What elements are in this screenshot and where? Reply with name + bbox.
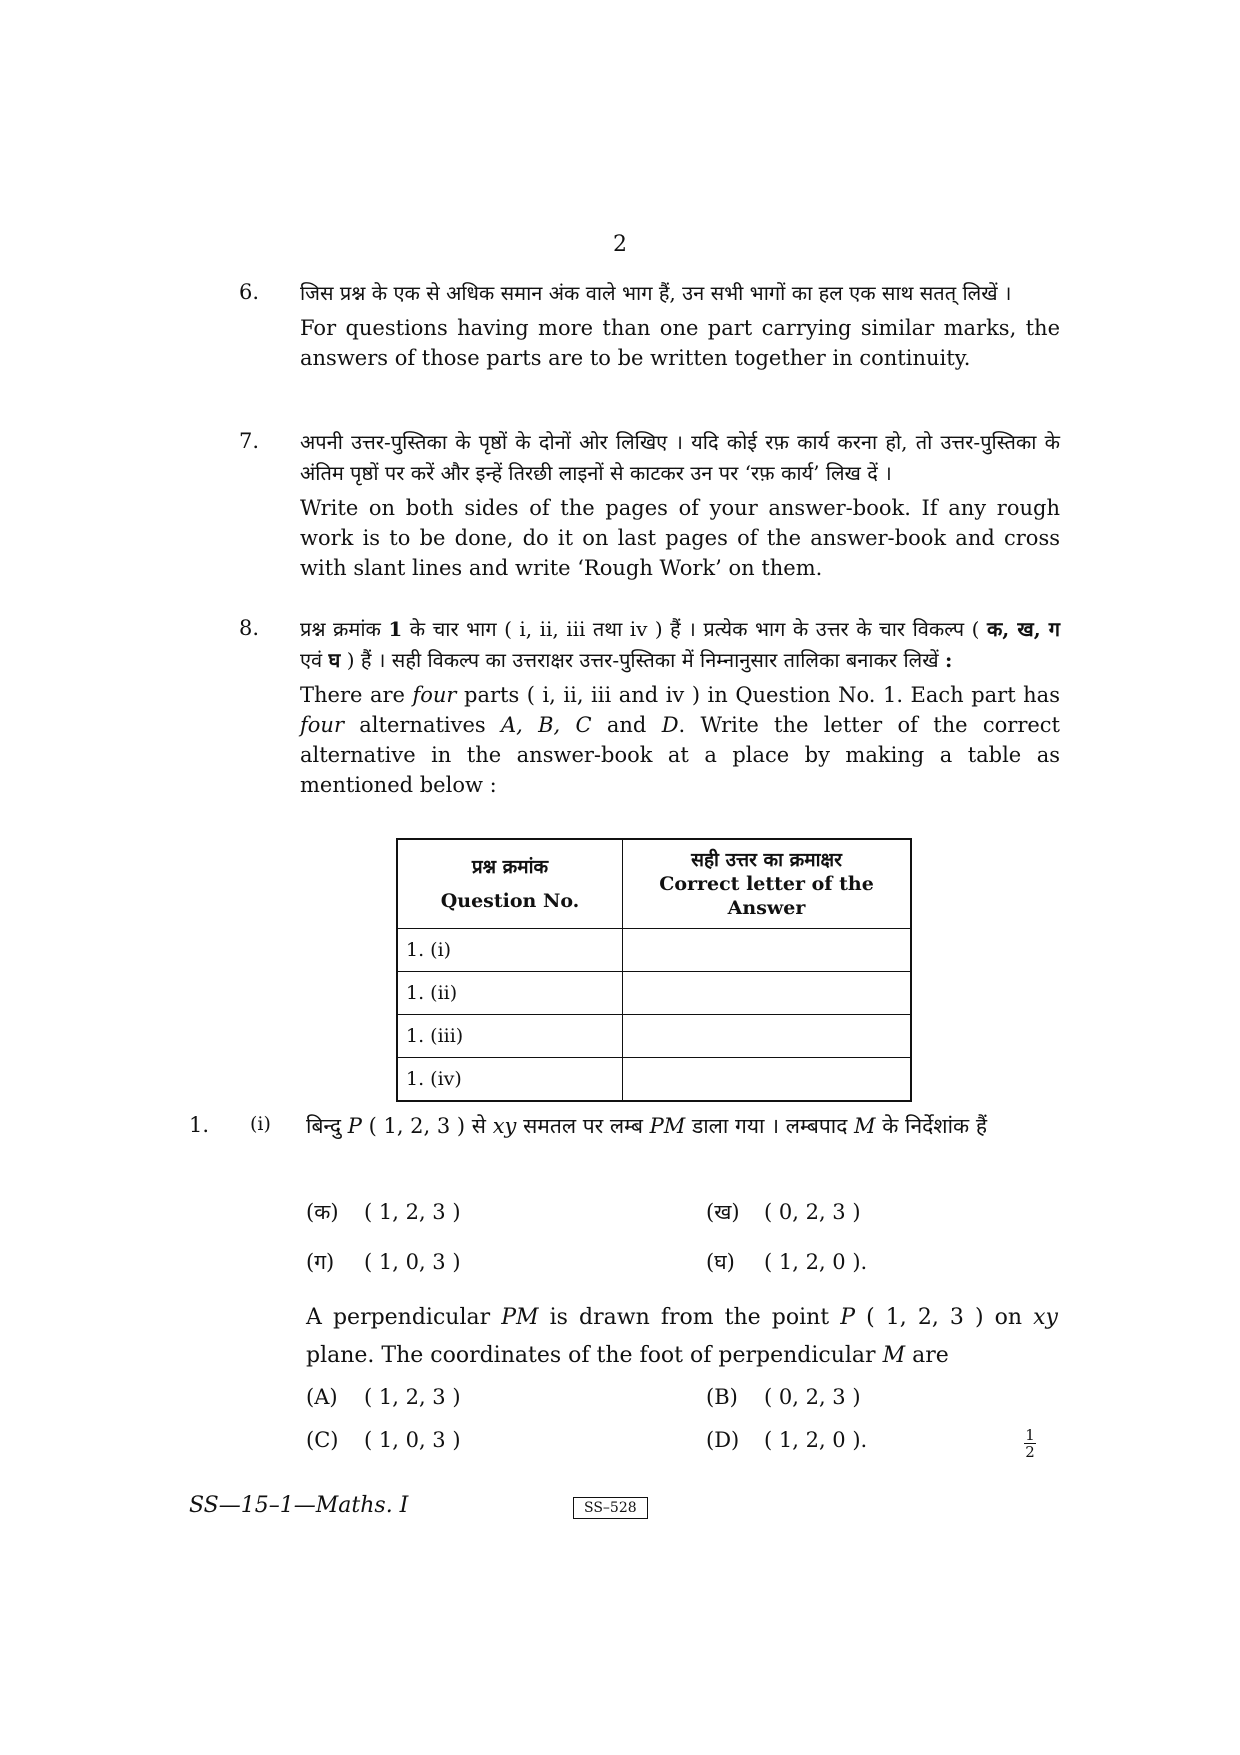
answer-cell xyxy=(623,1015,912,1058)
table-row xyxy=(397,929,911,972)
question-cell: 1. (ii) xyxy=(397,972,623,1015)
answer-table xyxy=(396,838,912,1102)
question-number: 1. xyxy=(189,1113,210,1137)
answer-cell xyxy=(623,972,912,1015)
paper-code-box: SS–528 xyxy=(573,1497,648,1519)
header-correct-letter: सही उत्तर का क्रमाक्षर Correct letter of the Answer xyxy=(623,839,912,929)
question-cell: 1. (iv) xyxy=(397,1058,623,1102)
option-ga: (ग) ( 1, 0, 3 ) xyxy=(306,1250,461,1274)
instruction-6 xyxy=(240,278,1060,373)
option-a: (A) ( 1, 2, 3 ) xyxy=(306,1385,461,1409)
instruction-8 xyxy=(240,614,1060,800)
question-cell: 1. (iii) xyxy=(397,1015,623,1058)
instruction-hindi: अपनी उत्तर-पुस्तिका के पृष्ठों के दोनों ओर लिखिए । यदि कोई रफ़ कार्य करना हो, तो उत्तर-पुस्तिका के अंतिम पृष्ठों पर करें और इन्हें तिरछी लाइनों से काटकर उन पर ‘रफ़ कार्य’ लिख दें । xyxy=(300,430,1060,485)
instruction-7 xyxy=(240,427,1060,583)
option-kha: (ख) ( 0, 2, 3 ) xyxy=(706,1200,861,1224)
option-b: (B) ( 0, 2, 3 ) xyxy=(706,1385,861,1409)
table-row xyxy=(397,1015,911,1058)
instruction-english: For questions having more than one part carrying similar marks, the answers of those parts are to be written together in continuity. xyxy=(300,316,1060,370)
instruction-hindi: प्रश्न क्रमांक 1 के चार भाग ( i, ii, iii तथा iv ) हैं । प्रत्येक भाग के उत्तर के चार विकल्प ( क, ख, ग एवं घ ) हैं । सही विकल्प का उत्तराक्षर उत्तर-पुस्तिका में निम्नानुसार तालिका बनाकर लिखें : xyxy=(300,617,1061,672)
table-row xyxy=(397,1058,911,1102)
answer-cell xyxy=(623,929,912,972)
option-c: (C) ( 1, 0, 3 ) xyxy=(306,1428,461,1452)
sub-question-number: (i) xyxy=(250,1113,271,1135)
question-cell: 1. (i) xyxy=(397,929,623,972)
option-gha: (घ) ( 1, 2, 0 ). xyxy=(706,1250,868,1274)
instruction-number: 7. xyxy=(239,429,260,453)
question-stem-hindi: बिन्दु P ( 1, 2, 3 ) से xy समतल पर लम्ब PM डाला गया । लम्बपाद M के निर्देशांक हैं xyxy=(306,1114,987,1138)
table-row xyxy=(397,972,911,1015)
option-d: (D) ( 1, 2, 0 ). xyxy=(706,1428,868,1452)
marks-fraction: 1 2 xyxy=(1025,1426,1035,1461)
header-question-no: प्रश्न क्रमांक Question No. xyxy=(397,839,623,929)
answer-cell xyxy=(623,1058,912,1102)
instruction-number: 6. xyxy=(239,280,260,304)
instruction-english: There are four parts ( i, ii, iii and iv ) in Question No. 1. Each part has four alternatives A, B, C and D. Write the letter of the correct alternative in the answer-book at a place by making a table as mentioned below : xyxy=(300,683,1060,797)
question-stem-english: A perpendicular PM is drawn from the point P ( 1, 2, 3 ) on xy plane. The coordinates of the foot of perpendicular M are xyxy=(306,1305,1058,1368)
instruction-english: Write on both sides of the pages of your answer-book. If any rough work is to be done, do it on last pages of the answer-book and cross with slant lines and write ‘Rough Work’ on them. xyxy=(300,496,1060,580)
table-header-row xyxy=(397,839,911,929)
paper-code: SS—15–1—Maths. I xyxy=(189,1493,409,1518)
option-ka: (क) ( 1, 2, 3 ) xyxy=(306,1200,461,1224)
instruction-number: 8. xyxy=(239,616,260,640)
page-number: 2 xyxy=(613,232,627,257)
instruction-hindi: जिस प्रश्न के एक से अधिक समान अंक वाले भाग हैं, उन सभी भागों का हल एक साथ सतत् लिखें । xyxy=(300,281,1012,305)
